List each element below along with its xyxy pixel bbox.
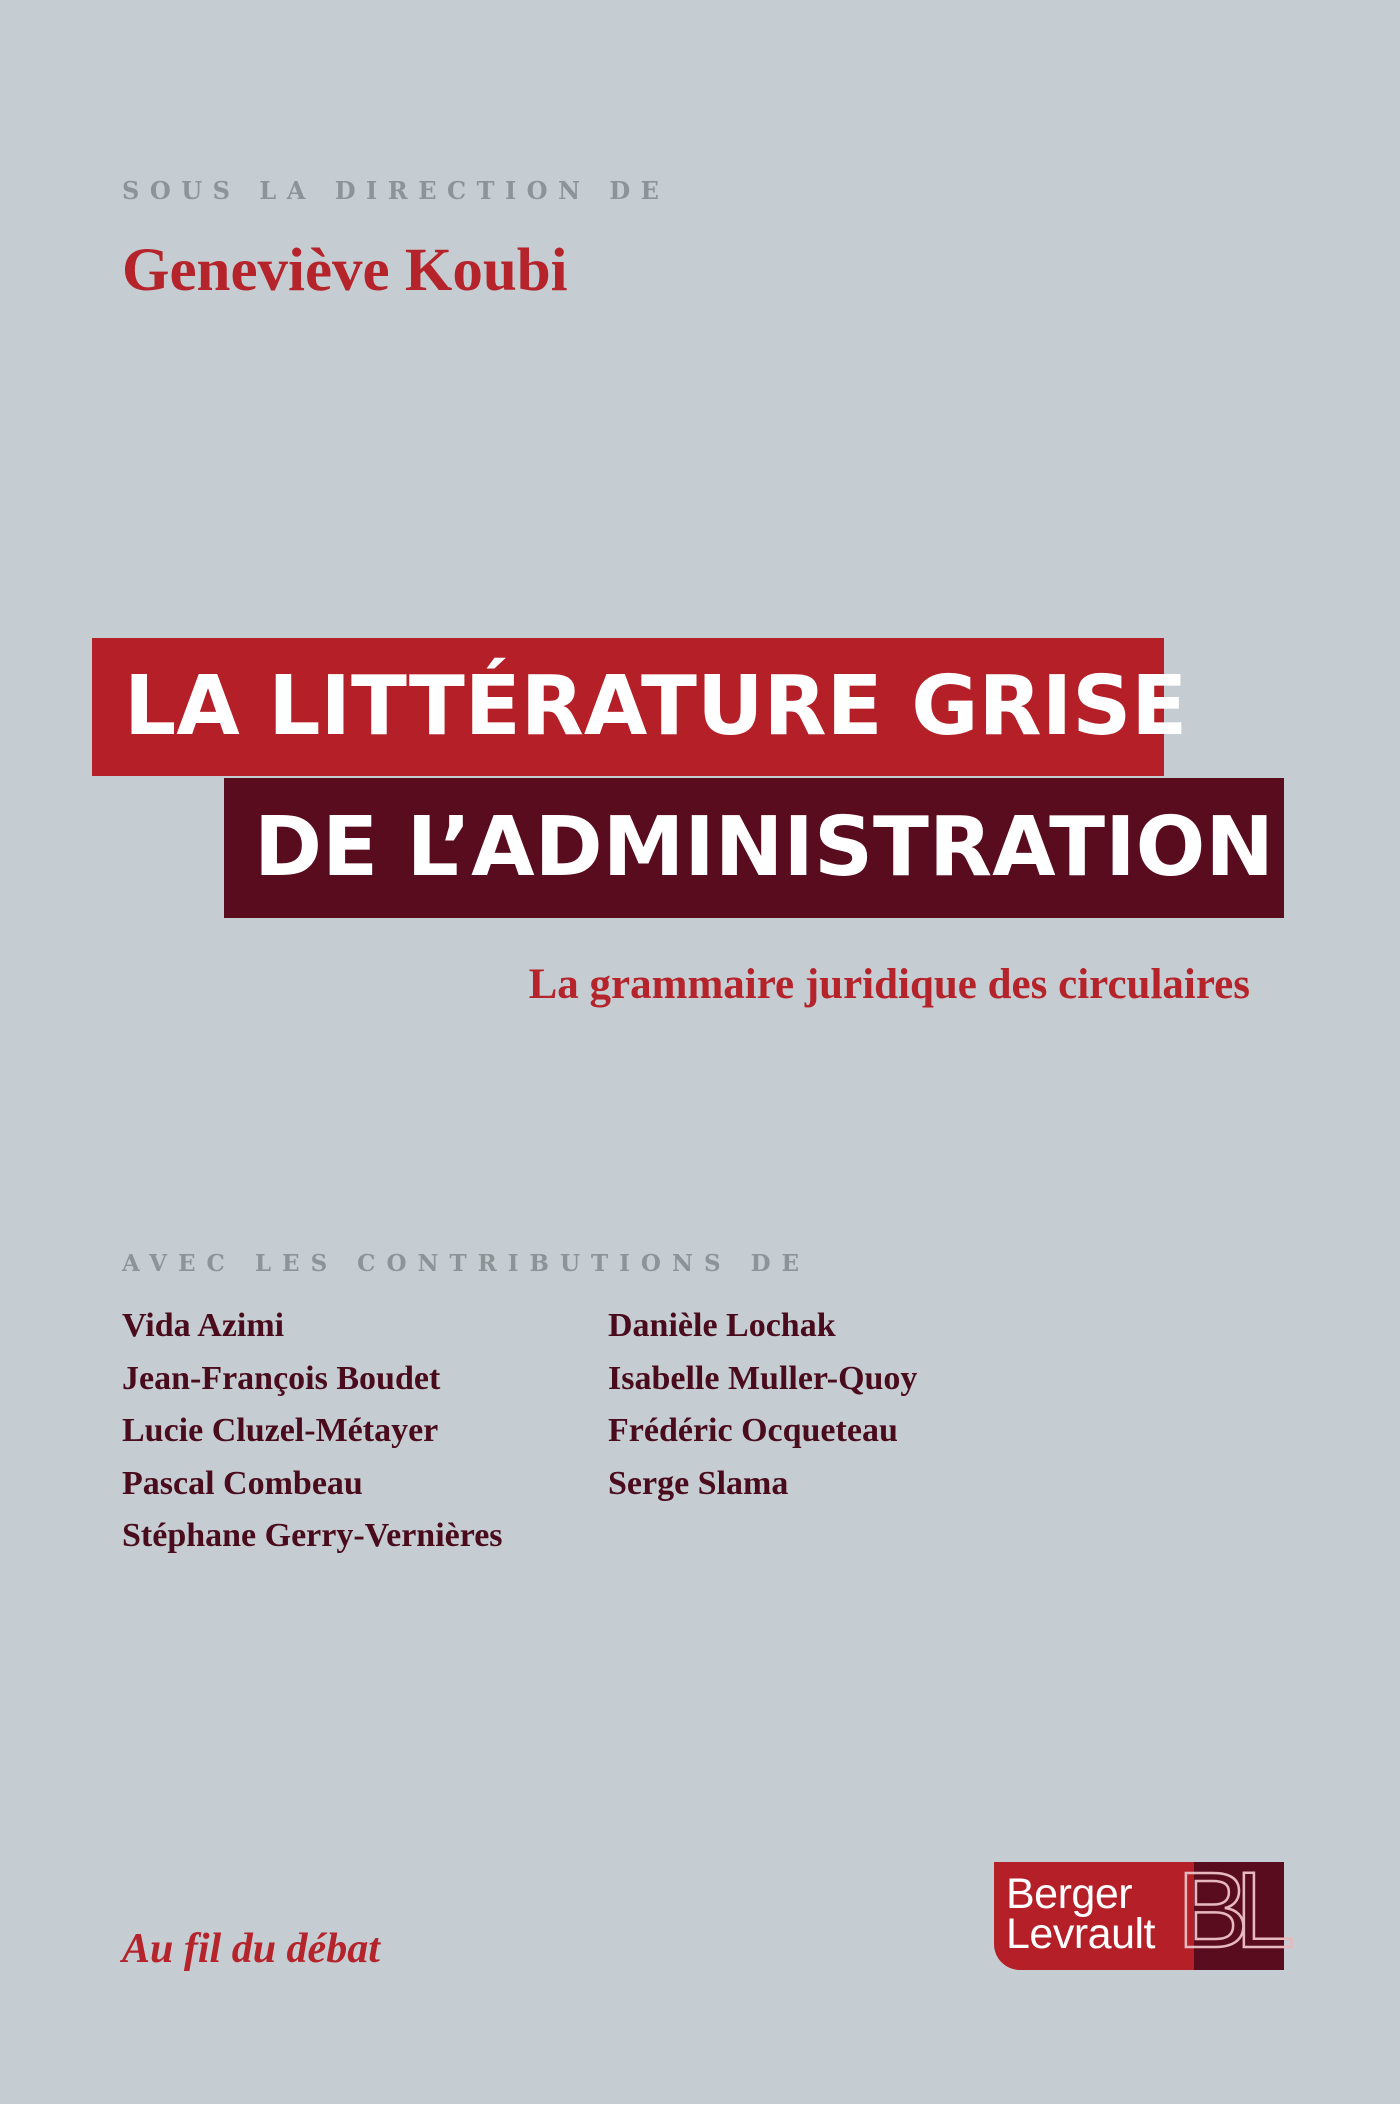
logo-word-berger: Berger: [1006, 1870, 1133, 1918]
title-line-1: [92, 638, 1188, 776]
logo-word-levrault: Levrault: [1006, 1910, 1155, 1958]
editor-name: Geneviève Koubi: [122, 237, 568, 304]
contributor-name: Pascal Combeau: [122, 1464, 363, 1502]
contributors-column-2: [608, 1300, 917, 1510]
contributor-name: Jean-François Boudet: [122, 1359, 441, 1397]
publisher-logo: [994, 1849, 1284, 1970]
contributor-name: Stéphane Gerry-Vernières: [122, 1517, 503, 1554]
title-line-1-text: LA LITTÉRATURE GRISE: [124, 659, 1188, 754]
contributor-name: Danièle Lochak: [608, 1307, 836, 1344]
direction-label: SOUS LA DIRECTION DE: [122, 176, 670, 205]
contributor-name: Frédéric Ocqueteau: [608, 1412, 898, 1449]
logo-monogram: BL: [1177, 1849, 1282, 1970]
contributors-column-1: [122, 1300, 503, 1563]
contributor-name: Lucie Cluzel-Métayer: [122, 1412, 439, 1449]
title-line-2-text: DE L’ADMINISTRATION: [254, 800, 1274, 895]
contributor-name: Serge Slama: [608, 1464, 789, 1502]
contributor-name: Isabelle Muller-Quoy: [608, 1359, 918, 1397]
contributions-label: AVEC LES CONTRIBUTIONS DE: [122, 1250, 811, 1277]
contributor-name: Vida Azimi: [122, 1307, 285, 1344]
subtitle: La grammaire juridique des circulaires: [528, 961, 1250, 1008]
collection-name: Au fil du débat: [122, 1926, 380, 1972]
title-line-2: [224, 778, 1284, 918]
